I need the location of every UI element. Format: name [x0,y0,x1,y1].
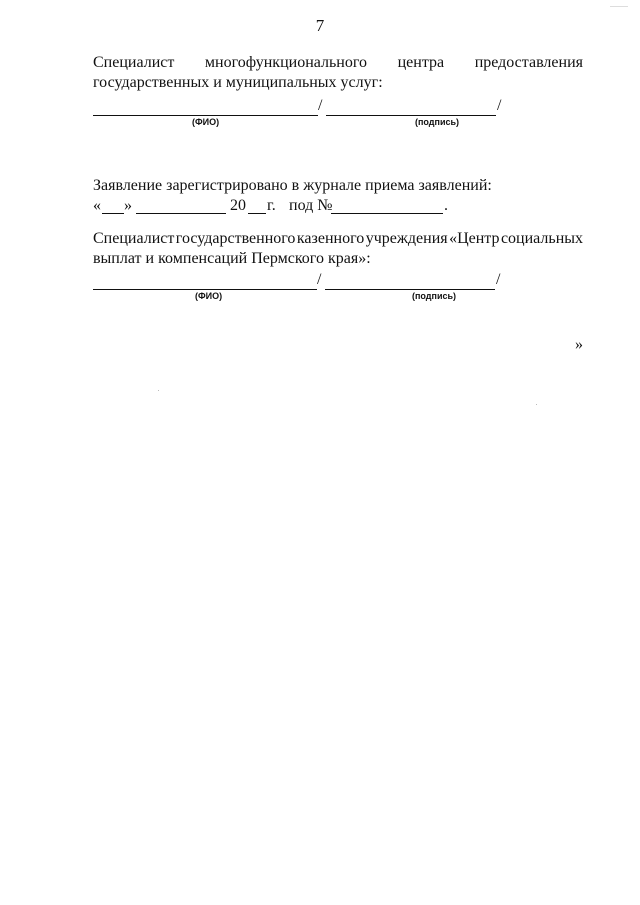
institution-specialist-line-2: выплат и компенсаций Пермского края»: [93,250,371,267]
slash-separator: / [318,97,323,114]
mfc-signature-caption: (подпись) [415,117,460,127]
mfc-specialist-line-2: государственных и муниципальных услуг: [93,74,383,91]
year-suffix: г. [267,197,276,214]
word: центра [397,54,445,71]
page-number: 7 [315,16,325,35]
registration-month-field[interactable] [136,213,226,214]
institution-signature-field[interactable] [325,289,495,290]
word: Специалист [93,230,175,247]
mfc-signature-row [93,96,513,116]
word: социальных [500,230,583,247]
number-label: под № [289,197,333,214]
scan-speck [610,6,628,7]
registration-number-field[interactable] [331,213,443,214]
institution-specialist-line-1 [93,229,583,249]
word: казенного [296,230,365,247]
registration-line [93,196,513,218]
mfc-specialist-line-1 [93,53,583,73]
institution-signature-row [93,270,513,290]
open-quote: « [93,197,101,214]
registration-text: Заявление зарегистрировано в журнале приема заявлений: [93,177,492,194]
mfc-fio-field[interactable] [93,115,318,116]
closing-quote: » [575,336,583,353]
word: многофункционального [204,54,368,71]
registration-day-field[interactable] [102,213,124,214]
institution-fio-caption: (ФИО) [195,291,223,301]
mfc-fio-caption: (ФИО) [192,117,220,127]
close-quote: » [124,197,132,214]
institution-specialist-label [93,229,583,269]
word: учреждения [365,230,448,247]
year-prefix: 20 [230,197,246,214]
end-period: . [444,197,448,214]
slash-separator: / [496,271,501,288]
scan-speck [536,404,537,405]
scan-speck [158,390,159,391]
institution-fio-field[interactable] [93,289,317,290]
word: «Центр [449,230,500,247]
institution-signature-caption: (подпись) [412,291,457,301]
slash-separator: / [317,271,322,288]
slash-separator: / [497,97,502,114]
word: Специалист [93,54,175,71]
mfc-specialist-label [93,53,583,93]
word: предоставления [474,54,583,71]
mfc-signature-field[interactable] [326,115,496,116]
word: государственного [175,230,296,247]
registration-year-field[interactable] [248,213,266,214]
